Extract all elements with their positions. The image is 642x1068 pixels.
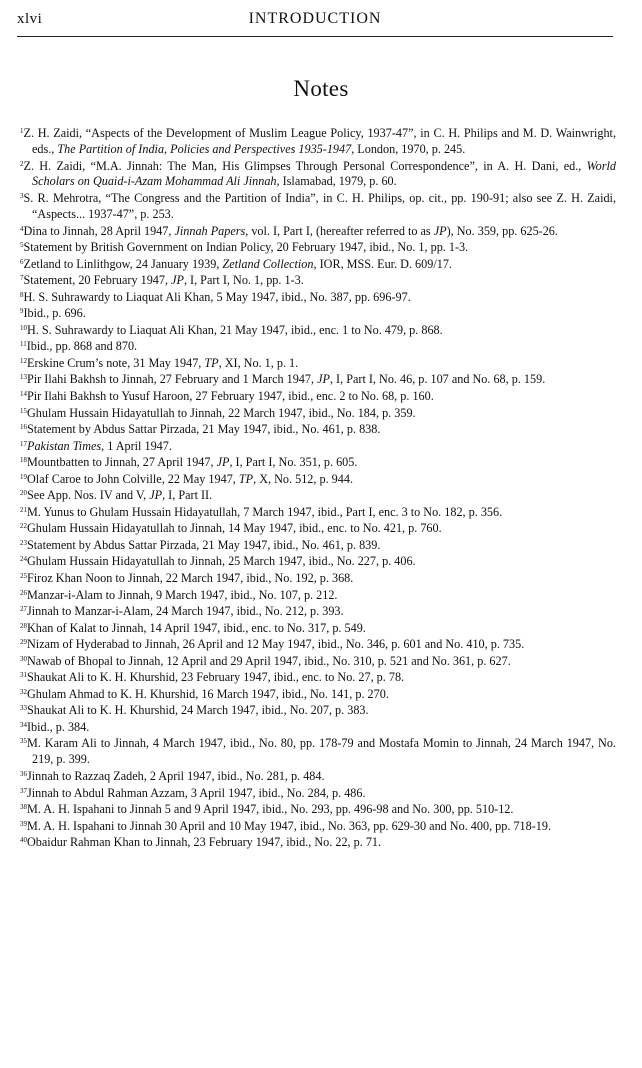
footnote-item [20, 835, 616, 851]
footnote-number: 2 [20, 159, 24, 168]
footnote-text: Statement by Abdus Sattar Pirzada, 21 May 1947, ibid., No. 461, p. 838. [27, 422, 381, 437]
footnote-number: 9 [20, 307, 24, 316]
footnote-text: M. Yunus to Ghulam Hussain Hidayatullah, 7 March 1947, ibid., Part I, enc. 3 to No. 182, p. 356. [27, 504, 503, 519]
running-head [17, 8, 613, 37]
footnote-number: 18 [20, 456, 27, 465]
footnote-item [20, 406, 616, 422]
footnote-item [20, 339, 616, 355]
footnote-item [20, 637, 616, 653]
footnote-text: Ibid., p. 384. [27, 719, 90, 734]
footnote-text: Ghulam Ahmad to K. H. Khurshid, 16 March 1947, ibid., No. 141, p. 270. [27, 686, 389, 701]
footnote-number: 27 [20, 605, 27, 614]
footnote-number: 14 [20, 389, 27, 398]
footnote-item [20, 505, 616, 521]
footnote-text: Statement by British Government on Indian Policy, 20 February 1947, ibid., No. 1, pp. 1-3. [23, 240, 469, 255]
footnote-number: 5 [20, 241, 24, 250]
footnote-item [20, 670, 616, 686]
footnote-text: Pakistan Times, 1 April 1947. [27, 438, 172, 453]
footnote-text: Obaidur Rahman Khan to Jinnah, 23 February 1947, ibid., No. 22, p. 71. [27, 835, 382, 850]
footnote-number: 16 [20, 423, 27, 432]
footnote-item [20, 273, 616, 289]
footnote-item [20, 306, 616, 322]
footnote-number: 1 [20, 127, 24, 135]
footnote-number: 30 [20, 654, 27, 663]
footnote-item [20, 654, 616, 670]
footnote-text: Nawab of Bhopal to Jinnah, 12 April and 29 April 1947, ibid., No. 310, p. 521 and No. 361, p. 627. [27, 653, 511, 668]
footnote-number: 31 [20, 671, 27, 680]
footnote-number: 11 [20, 340, 27, 349]
footnote-number: 22 [20, 522, 27, 531]
footnote-text: Jinnah to Razzaq Zadeh, 2 April 1947, ibid., No. 281, p. 484. [27, 768, 325, 783]
footnote-number: 15 [20, 406, 27, 415]
footnote-item [20, 472, 616, 488]
footnote-number: 33 [20, 704, 27, 713]
footnote-text: Olaf Caroe to John Colville, 22 May 1947, TP, X, No. 512, p. 944. [27, 471, 354, 486]
footnote-item [20, 389, 616, 405]
footnote-number: 37 [20, 786, 27, 795]
footnote-item [20, 290, 616, 306]
footnote-item [20, 588, 616, 604]
footnote-text: H. S. Suhrawardy to Liaquat Ali Khan, 21 May 1947, ibid., enc. 1 to No. 479, p. 868. [27, 322, 443, 337]
footnote-item [20, 240, 616, 256]
footnote-item [20, 819, 616, 835]
footnote-number: 6 [20, 257, 24, 266]
footnote-item [20, 126, 616, 158]
footnote-text: Nizam of Hyderabad to Jinnah, 26 April and 12 May 1947, ibid., No. 346, p. 601 and No. 410, p. 735. [27, 637, 525, 652]
footnote-text: Ghulam Hussain Hidayatullah to Jinnah, 14 May 1947, ibid., enc. to No. 421, p. 760. [27, 521, 442, 536]
footnote-text: Shaukat Ali to K. H. Khurshid, 24 March 1947, ibid., No. 207, p. 383. [27, 703, 369, 718]
footnote-text: Pir Ilahi Bakhsh to Yusuf Haroon, 27 February 1947, ibid., enc. 2 to No. 68, p. 160. [27, 388, 434, 403]
footnote-item [20, 769, 616, 785]
footnote-text: M. A. H. Ispahani to Jinnah 5 and 9 April 1947, ibid., No. 293, pp. 496-98 and No. 300, pp. 510-12. [27, 802, 514, 817]
footnote-number: 40 [20, 836, 27, 845]
footnote-item [20, 703, 616, 719]
footnote-number: 17 [20, 439, 27, 448]
footnote-text: M. Karam Ali to Jinnah, 4 March 1947, ibid., No. 80, pp. 178-79 and Mostafa Momin to Jinnah, 24 March 1947, No. 219, p. 399. [27, 736, 616, 767]
footnote-item [20, 621, 616, 637]
footnote-text: Statement, 20 February 1947, JP, I, Part I, No. 1, pp. 1-3. [23, 273, 304, 288]
footnote-number: 36 [20, 769, 27, 778]
footnote-item [20, 802, 616, 818]
footnote-text: Ghulam Hussain Hidayatullah to Jinnah, 22 March 1947, ibid., No. 184, p. 359. [27, 405, 416, 420]
footnote-number: 39 [20, 819, 27, 828]
footnote-item [20, 191, 616, 223]
footnote-text: Ibid., p. 696. [23, 306, 86, 321]
footnote-number: 13 [20, 373, 27, 382]
footnote-number: 8 [20, 290, 24, 299]
footnote-text: Dina to Jinnah, 28 April 1947, Jinnah Papers, vol. I, Part I, (hereafter referred to as JP), No. 359, pp. 625-26. [23, 223, 558, 238]
footnote-number: 21 [20, 505, 27, 514]
footnote-item [20, 786, 616, 802]
footnote-number: 34 [20, 720, 27, 729]
footnote-text: Ibid., pp. 868 and 870. [26, 339, 138, 354]
footnote-number: 35 [20, 737, 27, 746]
footnote-item [20, 455, 616, 471]
page-number: xlvi [17, 11, 43, 27]
footnote-item [20, 571, 616, 587]
footnote-number: 25 [20, 571, 27, 580]
footnote-number: 12 [20, 356, 27, 365]
notes-list [20, 126, 616, 852]
footnote-item [20, 323, 616, 339]
footnote-text: Jinnah to Abdul Rahman Azzam, 3 April 1947, ibid., No. 284, p. 486. [27, 785, 366, 800]
footnote-number: 19 [20, 472, 27, 481]
footnote-item [20, 422, 616, 438]
footnote-number: 4 [20, 224, 24, 233]
footnote-text: H. S. Suhrawardy to Liaquat Ali Khan, 5 May 1947, ibid., No. 387, pp. 696-97. [23, 289, 411, 304]
footnote-number: 26 [20, 588, 27, 597]
footnote-item [20, 604, 616, 620]
footnote-text: Statement by Abdus Sattar Pirzada, 21 May 1947, ibid., No. 461, p. 839. [27, 537, 381, 552]
footnote-text: Erskine Crum’s note, 31 May 1947, TP, XI, No. 1, p. 1. [27, 355, 299, 370]
footnote-number: 23 [20, 538, 27, 547]
footnote-number: 3 [20, 192, 24, 200]
footnote-text: Ghulam Hussain Hidayatullah to Jinnah, 25 March 1947, ibid., No. 227, p. 406. [27, 554, 416, 569]
footnote-item [20, 159, 616, 191]
running-title: INTRODUCTION [248, 10, 382, 27]
footnote-item [20, 224, 616, 240]
footnote-text: Mountbatten to Jinnah, 27 April 1947, JP, I, Part I, No. 351, p. 605. [27, 455, 358, 470]
footnote-number: 29 [20, 638, 27, 647]
footnote-text: Z. H. Zaidi, “M.A. Jinnah: The Man, His Glimpses Through Personal Correspondence”, in A. H. Dani, ed., World Scholars on Quaid-i-Azam Mohammad Ali Jinnah, Islamabad, 1979, p. 60. [23, 158, 616, 189]
footnote-text: Manzar-i-Alam to Jinnah, 9 March 1947, ibid., No. 107, p. 212. [27, 587, 338, 602]
footnote-item [20, 439, 616, 455]
footnote-number: 38 [20, 803, 27, 812]
footnote-text: Firoz Khan Noon to Jinnah, 22 March 1947, ibid., No. 192, p. 368. [27, 570, 354, 585]
footnote-text: See App. Nos. IV and V, JP, I, Part II. [27, 488, 213, 503]
notes-heading: Notes [293, 76, 349, 101]
footnote-number: 7 [20, 274, 24, 283]
footnote-number: 24 [20, 555, 27, 564]
footnote-item [20, 720, 616, 736]
footnote-item [20, 687, 616, 703]
footnote-item [20, 356, 616, 372]
footnote-number: 20 [20, 489, 27, 498]
footnote-item [20, 521, 616, 537]
footnote-item [20, 372, 616, 388]
footnote-text: Khan of Kalat to Jinnah, 14 April 1947, ibid., enc. to No. 317, p. 549. [27, 620, 366, 635]
footnote-number: 32 [20, 687, 27, 696]
footnote-item [20, 488, 616, 504]
footnote-text: Jinnah to Manzar-i-Alam, 24 March 1947, ibid., No. 212, p. 393. [27, 604, 344, 619]
footnote-item [20, 257, 616, 273]
footnote-text: Z. H. Zaidi, “Aspects of the Development of Muslim League Policy, 1937-47”, in C. H. Philips and M. D. Wainwright, eds., The Partition of India, Policies and Perspectives 1935-1947, London, 1970, p. 245. [23, 126, 616, 156]
footnote-item [20, 554, 616, 570]
footnote-text: S. R. Mehrotra, “The Congress and the Partition of India”, in C. H. Philips, op. cit., pp. 190-91; also see Z. H. Zaidi, “Aspects... 1937-47”, p. 253. [23, 191, 616, 221]
footnote-text: M. A. H. Ispahani to Jinnah 30 April and 10 May 1947, ibid., No. 363, pp. 629-30 and No. 400, pp. 718-19. [27, 818, 552, 833]
footnote-text: Zetland to Linlithgow, 24 January 1939, Zetland Collection, IOR, MSS. Eur. D. 609/17. [23, 256, 452, 271]
footnote-text: Shaukat Ali to K. H. Khurshid, 23 February 1947, ibid., enc. to No. 27, p. 78. [27, 670, 405, 685]
footnote-item [20, 736, 616, 768]
footnote-number: 28 [20, 621, 27, 630]
footnote-item [20, 538, 616, 554]
footnote-text: Pir Ilahi Bakhsh to Jinnah, 27 February and 1 March 1947, JP, I, Part I, No. 46, p. 107 and No. 68, p. 159. [27, 372, 546, 387]
footnote-number: 10 [20, 323, 27, 332]
